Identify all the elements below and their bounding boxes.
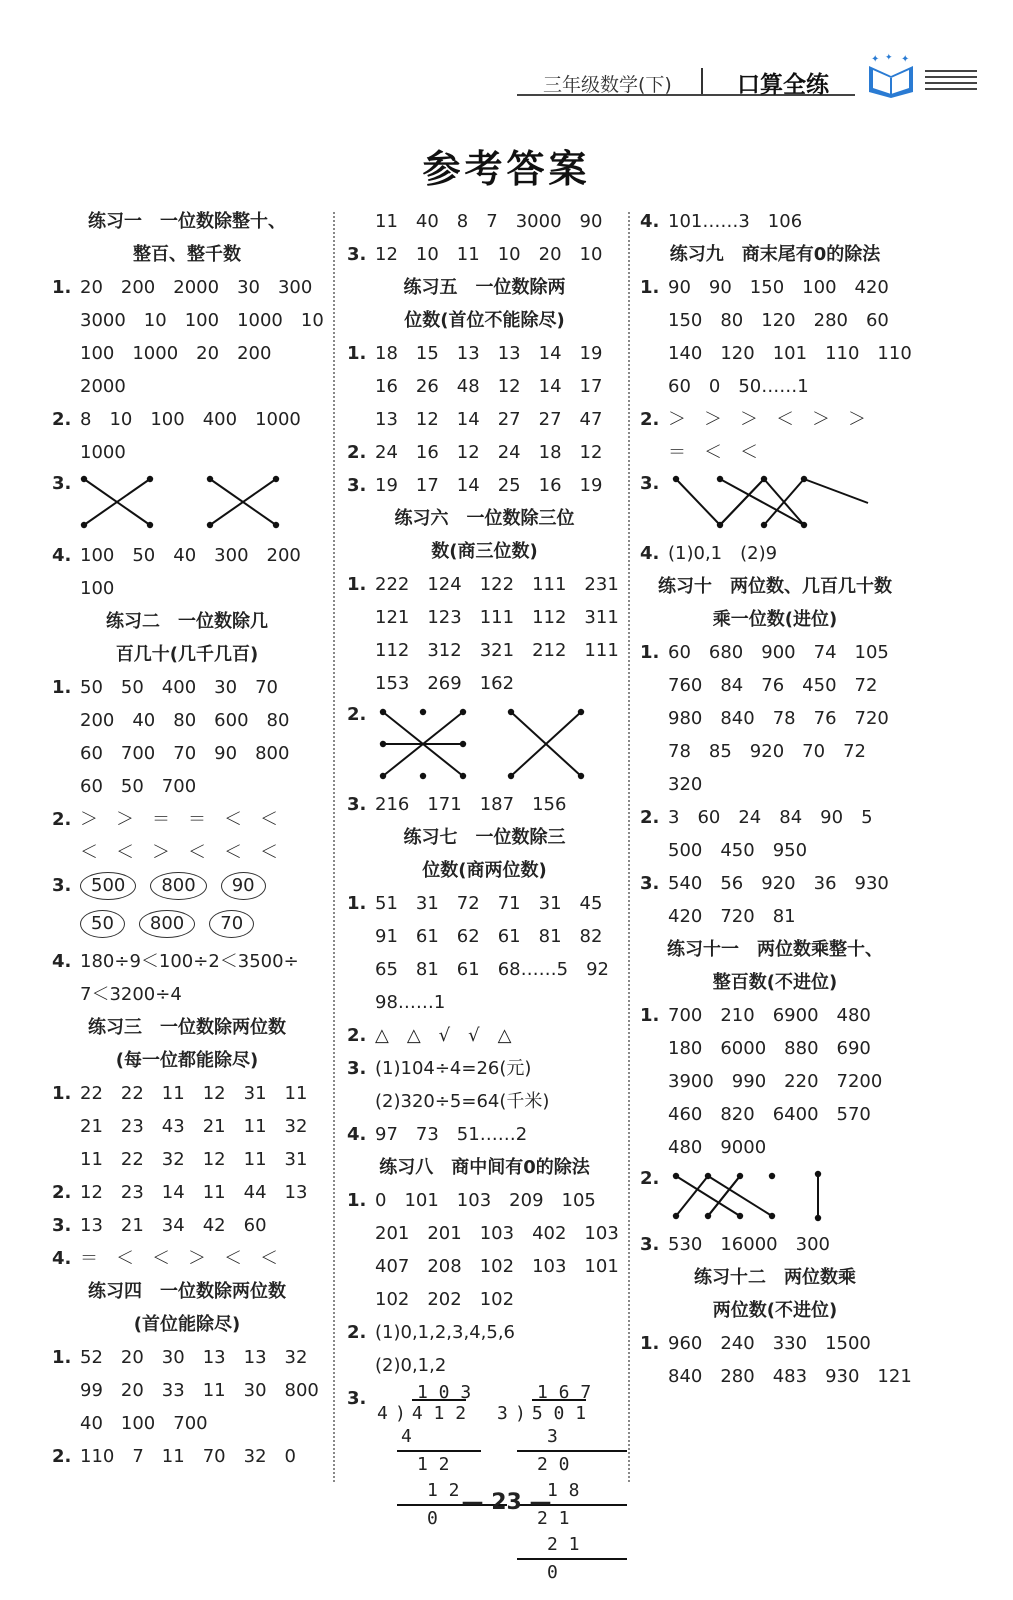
match-dot: [815, 1215, 821, 1221]
section-heading: 练习十一 两位数乘整十、: [667, 939, 883, 960]
diagram-line: [640, 473, 910, 533]
question-number: 2.: [52, 809, 72, 830]
match-dot: [273, 476, 279, 482]
answer-values: 24 16 12 24 18 12: [375, 442, 603, 463]
long-division-pair: [347, 1382, 622, 1582]
division-step: 1 2: [417, 1454, 450, 1475]
answer-line: 11 22 32 12 11 31: [80, 1149, 308, 1170]
answer-line: [640, 636, 910, 669]
answer-values: 0 101 103 209 105: [375, 1190, 596, 1211]
divisor: 3: [497, 1403, 508, 1424]
match-dot: [380, 741, 386, 747]
answer-values: 20 200 2000 30 300: [80, 277, 313, 298]
answer-line: [52, 1341, 322, 1374]
question-number: 2.: [347, 704, 367, 725]
diagram-line: [640, 1168, 910, 1224]
question-number: 1.: [640, 642, 660, 663]
answer-line: [52, 271, 322, 304]
answer-line: 60 50 700: [80, 776, 197, 797]
match-dot: [207, 476, 213, 482]
answer-line: 760 84 76 450 72: [668, 675, 878, 696]
division-step: 2 0: [537, 1454, 570, 1475]
match-dot: [769, 1213, 775, 1219]
answer-values: ＞ ＞ ＞ ＜ ＞ ＞: [668, 409, 866, 430]
answer-values: 97 73 51……2: [375, 1124, 528, 1145]
match-dot: [508, 773, 514, 779]
answer-line: [52, 671, 322, 704]
answer-line: 480 9000: [668, 1137, 767, 1158]
section-heading: (每一位都能除尽): [115, 1050, 259, 1071]
answer-line: [640, 867, 910, 900]
question-number: 1.: [347, 1190, 367, 1211]
section-heading: 练习二 一位数除几: [106, 611, 268, 632]
division-step: 2 1: [517, 1532, 627, 1560]
answer-line: [640, 1228, 910, 1261]
match-dot: [737, 1213, 743, 1219]
answer-line: [347, 337, 622, 370]
question-number: 4.: [52, 1248, 72, 1269]
circled-answers: [52, 907, 322, 945]
header-stripes: [925, 70, 977, 94]
match-dot: [147, 476, 153, 482]
answer-line: [640, 537, 910, 570]
page-title: 参考答案: [422, 146, 591, 191]
answer-line: [52, 539, 322, 572]
match-dot: [673, 1173, 679, 1179]
answer-values: ＞ ＞ ＝ ＝ ＜ ＜: [80, 809, 278, 830]
answer-values: (1)0,1 (2)9: [668, 543, 778, 564]
matching-diagram: [80, 473, 300, 535]
match-dot: [578, 709, 584, 715]
matching-diagram: [375, 704, 605, 784]
answer-values: △ △ √ √ △: [375, 1025, 512, 1046]
question-number: 4.: [52, 951, 72, 972]
answer-values: ＝ ＜ ＜ ＞ ＜ ＜: [80, 1248, 278, 1269]
answer-line: [347, 1019, 622, 1052]
division-step: 3: [517, 1424, 627, 1452]
answer-line: ＜ ＜ ＞ ＜ ＜ ＜: [80, 842, 278, 863]
answer-line: [52, 945, 322, 978]
answer-line: 500 450 950: [668, 840, 808, 861]
answer-line: 60 700 70 90 800: [80, 743, 290, 764]
answer-values: 50 50 400 30 70: [80, 677, 278, 698]
answer-line: 16 26 48 12 14 17: [375, 376, 603, 397]
answer-line: [347, 887, 622, 920]
answer-line: 112 312 321 212 111: [375, 640, 619, 661]
section-heading: 两位数(不进位): [712, 1300, 838, 1321]
answer-values: 60 680 900 74 105: [668, 642, 889, 663]
answer-line: 140 120 101 110 110: [668, 343, 912, 364]
match-dot: [460, 709, 466, 715]
circled-answer: 800: [150, 872, 206, 900]
match-dot: [801, 476, 807, 482]
diagram-line: [52, 473, 322, 535]
answer-values: 700 210 6900 480: [668, 1005, 871, 1026]
quotient: 1 0 3: [417, 1382, 472, 1403]
answer-line: 100 1000 20 200: [80, 343, 272, 364]
question-number: 4.: [52, 545, 72, 566]
answer-line: [52, 403, 322, 436]
circled-answer: 500: [80, 872, 136, 900]
answer-line: 13 12 14 27 27 47: [375, 409, 603, 430]
answer-line: [640, 403, 910, 436]
book-logo-icon: [865, 52, 917, 98]
answer-line: [52, 1176, 322, 1209]
section-heading: 整百、整千数: [133, 244, 241, 265]
answer-line: (2)320÷5=64(千米): [375, 1091, 550, 1112]
match-dot: [737, 1173, 743, 1179]
answer-line: 407 208 102 103 101: [375, 1256, 619, 1277]
answer-line: [347, 238, 622, 271]
section-heading: 练习十 两位数、几百几十数: [658, 576, 892, 597]
question-number: 2.: [347, 442, 367, 463]
section-heading: 数(商三位数): [431, 541, 538, 562]
match-line: [708, 1176, 740, 1216]
answer-line: [347, 1316, 622, 1349]
answer-line: 40 100 700: [80, 1413, 208, 1434]
question-number: 4.: [640, 211, 660, 232]
division-step: 0: [547, 1562, 558, 1583]
question-number: 2.: [640, 1168, 660, 1189]
question-number: 2.: [52, 1182, 72, 1203]
quotient: 1 6 7: [537, 1382, 592, 1403]
dividend-row: [497, 1403, 607, 1424]
answer-values: (1)0,1,2,3,4,5,6: [375, 1322, 515, 1343]
answer-line: [52, 1209, 322, 1242]
answer-values: 19 17 14 25 16 19: [375, 475, 603, 496]
match-dot: [717, 522, 723, 528]
match-dot: [273, 522, 279, 528]
answer-line: [640, 801, 910, 834]
question-number: 1.: [640, 1005, 660, 1026]
question-number: 2.: [640, 807, 660, 828]
header-subject: 三年级数学(下): [543, 74, 672, 96]
match-line: [676, 479, 720, 525]
match-dot: [673, 1213, 679, 1219]
dividend-row: [377, 1403, 487, 1424]
answer-column-1: [52, 205, 322, 1473]
answer-values: 180÷9＜100÷2＜3500÷: [80, 951, 299, 972]
division-bracket: ): [395, 1403, 406, 1424]
question-number: 3.: [640, 873, 660, 894]
answer-line: [640, 205, 910, 238]
match-dot: [673, 476, 679, 482]
answer-line: [347, 469, 622, 502]
division-bracket: ): [515, 1403, 526, 1424]
page-number: — 23 —: [461, 1490, 552, 1515]
match-dot: [801, 522, 807, 528]
section-heading: 练习一 一位数除整十、: [88, 211, 286, 232]
division-step: 1 2: [397, 1478, 507, 1506]
answer-line: 100: [80, 578, 115, 599]
match-dot: [147, 522, 153, 528]
answer-line: 1000: [80, 442, 126, 463]
section-heading: 位数(首位不能除尽): [404, 310, 565, 331]
question-number: 3.: [347, 244, 367, 265]
answer-line: [347, 788, 622, 821]
match-line: [708, 1176, 772, 1216]
division-step: 0: [427, 1508, 438, 1529]
question-number: 1.: [347, 343, 367, 364]
answer-values: 222 124 122 111 231: [375, 574, 619, 595]
match-dot: [380, 773, 386, 779]
division-step: 4: [397, 1424, 481, 1452]
answer-line: 200 40 80 600 80: [80, 710, 290, 731]
match-line: [676, 1176, 708, 1216]
answer-line: 3000 10 100 1000 10: [80, 310, 324, 331]
match-line: [720, 479, 764, 525]
answer-values: 540 56 920 36 930: [668, 873, 889, 894]
answer-values: 13 21 34 42 60: [80, 1215, 267, 1236]
answer-line: [347, 1184, 622, 1217]
circled-answer: 50: [80, 910, 125, 938]
question-number: 1.: [347, 574, 367, 595]
matching-diagram: [668, 473, 898, 533]
answer-line: 3900 990 220 7200: [668, 1071, 883, 1092]
header-brand: 口算全练: [737, 72, 829, 98]
match-dot: [815, 1171, 821, 1177]
question-number: 2.: [52, 409, 72, 430]
answer-line: 460 820 6400 570: [668, 1104, 871, 1125]
answer-line: 840 280 483 930 121: [668, 1366, 912, 1387]
section-heading: 练习七 一位数除三: [403, 827, 566, 848]
answer-line: 21 23 43 21 11 32: [80, 1116, 308, 1137]
diagram-line: [347, 704, 622, 784]
question-number: 4.: [347, 1124, 367, 1145]
question-number: 4.: [640, 543, 660, 564]
match-dot: [769, 1173, 775, 1179]
svg-text:✦: ✦: [885, 53, 893, 63]
section-heading: 位数(商两位数): [422, 860, 547, 881]
answer-line: [347, 436, 622, 469]
question-number: 3.: [640, 1234, 660, 1255]
match-dot: [705, 1173, 711, 1179]
long-division: [497, 1382, 607, 1586]
question-number: 1.: [640, 1333, 660, 1354]
answer-line: [347, 568, 622, 601]
answer-line: 121 123 111 112 311: [375, 607, 619, 628]
answer-column-3: [640, 205, 910, 1393]
division-holder: [347, 1382, 622, 1582]
circled-answers: [52, 869, 322, 907]
circled-answer: 90: [221, 872, 266, 900]
section-heading: 乘一位数(进位): [712, 609, 838, 630]
section-heading: 百几十(几千几百): [115, 644, 259, 665]
answer-values: (1)104÷4=26(元): [375, 1058, 532, 1079]
answer-line: [52, 1242, 322, 1275]
match-dot: [717, 476, 723, 482]
match-dot: [420, 709, 426, 715]
question-number: 1.: [52, 1347, 72, 1368]
match-dot: [578, 773, 584, 779]
answer-values: 22 22 11 12 31 11: [80, 1083, 308, 1104]
circled-answer: 800: [139, 910, 195, 938]
section-heading: 整百数(不进位): [712, 972, 838, 993]
match-dot: [380, 709, 386, 715]
answer-line: 980 840 78 76 720: [668, 708, 889, 729]
column-divider: [628, 212, 630, 1482]
answer-values: 8 10 100 400 1000: [80, 409, 301, 430]
section-heading: 练习九 商末尾有0的除法: [669, 244, 881, 265]
answer-line: 102 202 102: [375, 1289, 515, 1310]
question-number: 1.: [640, 277, 660, 298]
answer-values: 18 15 13 13 14 19: [375, 343, 603, 364]
answer-line: 2000: [80, 376, 126, 397]
answer-line: 180 6000 880 690: [668, 1038, 871, 1059]
question-number: 3.: [52, 1215, 72, 1236]
question-number: 3.: [640, 473, 660, 494]
match-dot: [81, 476, 87, 482]
answer-line: ＝ ＜ ＜: [668, 442, 758, 463]
match-line: [720, 479, 804, 525]
answer-line: [52, 1077, 322, 1110]
section-heading: (首位能除尽): [133, 1314, 241, 1335]
answer-line: [52, 803, 322, 836]
answer-line: 99 20 33 11 30 800: [80, 1380, 319, 1401]
page-header: [505, 53, 975, 104]
answer-values: 3 60 24 84 90 5: [668, 807, 873, 828]
question-number: 3.: [347, 1388, 367, 1409]
question-number: 1.: [52, 1083, 72, 1104]
answer-values: 100 50 40 300 200: [80, 545, 301, 566]
match-line: [804, 479, 868, 503]
circled-answer: 70: [209, 910, 254, 938]
answer-column-2: [347, 205, 622, 1582]
match-dot: [761, 476, 767, 482]
svg-text:✦: ✦: [871, 54, 880, 65]
answer-line: 78 85 920 70 72: [668, 741, 866, 762]
answer-values: 90 90 150 100 420: [668, 277, 889, 298]
answer-values: 12 23 14 11 44 13: [80, 1182, 308, 1203]
question-number: 2.: [52, 1446, 72, 1467]
answer-line: 153 269 162: [375, 673, 515, 694]
answer-line: (2)0,1,2: [375, 1355, 447, 1376]
answer-line: 60 0 50……1: [668, 376, 809, 397]
matching-diagram: [668, 1168, 898, 1224]
answer-line: [640, 1327, 910, 1360]
question-number: 2.: [347, 1322, 367, 1343]
answer-line: [347, 1118, 622, 1151]
answer-line: [640, 999, 910, 1032]
answer-values: 101……3 106: [668, 211, 803, 232]
question-number: 1.: [52, 277, 72, 298]
match-dot: [207, 522, 213, 528]
answer-line: 320: [668, 774, 703, 795]
answer-line: [640, 271, 910, 304]
header-divider: [701, 68, 703, 94]
section-heading: 练习三 一位数除两位数: [88, 1017, 286, 1038]
answer-line: 65 81 61 68……5 92: [375, 959, 609, 980]
answer-line: 11 40 8 7 3000 90: [375, 211, 603, 232]
dividend: 4 1 2: [412, 1399, 466, 1424]
match-dot: [420, 773, 426, 779]
question-number: 2.: [640, 409, 660, 430]
section-heading: 练习八 商中间有0的除法: [379, 1157, 590, 1178]
answer-values: 12 10 11 10 20 10: [375, 244, 603, 265]
answer-line: 98……1: [375, 992, 446, 1013]
answer-values: 530 16000 300: [668, 1234, 830, 1255]
division-step: 2 1: [537, 1508, 570, 1529]
question-number: 3.: [52, 875, 72, 896]
question-number: 3.: [347, 475, 367, 496]
divisor: 4: [377, 1403, 388, 1424]
answer-line: 91 61 62 61 81 82: [375, 926, 603, 947]
section-heading: 练习十二 两位数乘: [694, 1267, 856, 1288]
answer-line: [52, 1440, 322, 1473]
answer-line: 7＜3200÷4: [80, 984, 182, 1005]
answer-values: 960 240 330 1500: [668, 1333, 871, 1354]
svg-text:✦: ✦: [901, 54, 910, 65]
match-dot: [761, 522, 767, 528]
match-dot: [81, 522, 87, 528]
match-line: [676, 1176, 740, 1216]
question-number: 2.: [347, 1025, 367, 1046]
answer-line: 420 720 81: [668, 906, 796, 927]
question-number: 1.: [347, 893, 367, 914]
answer-line: 201 201 103 402 103: [375, 1223, 619, 1244]
answer-values: 216 171 187 156: [375, 794, 567, 815]
answer-line: 150 80 120 280 60: [668, 310, 889, 331]
match-dot: [508, 709, 514, 715]
section-heading: 练习四 一位数除两位数: [88, 1281, 286, 1302]
section-heading: 练习五 一位数除两: [403, 277, 566, 298]
match-dot: [460, 773, 466, 779]
answer-values: 110 7 11 70 32 0: [80, 1446, 296, 1467]
question-number: 3.: [347, 794, 367, 815]
question-number: 3.: [52, 473, 72, 494]
section-heading: 练习六 一位数除三位: [394, 508, 575, 529]
division-step: 1 8: [517, 1478, 627, 1506]
match-dot: [460, 741, 466, 747]
question-number: 3.: [347, 1058, 367, 1079]
answer-values: 51 31 72 71 31 45: [375, 893, 603, 914]
column-divider: [333, 212, 335, 1482]
dividend: 5 0 1: [532, 1399, 586, 1424]
answer-line: [347, 1052, 622, 1085]
answer-values: 52 20 30 13 13 32: [80, 1347, 308, 1368]
match-dot: [705, 1213, 711, 1219]
question-number: 1.: [52, 677, 72, 698]
